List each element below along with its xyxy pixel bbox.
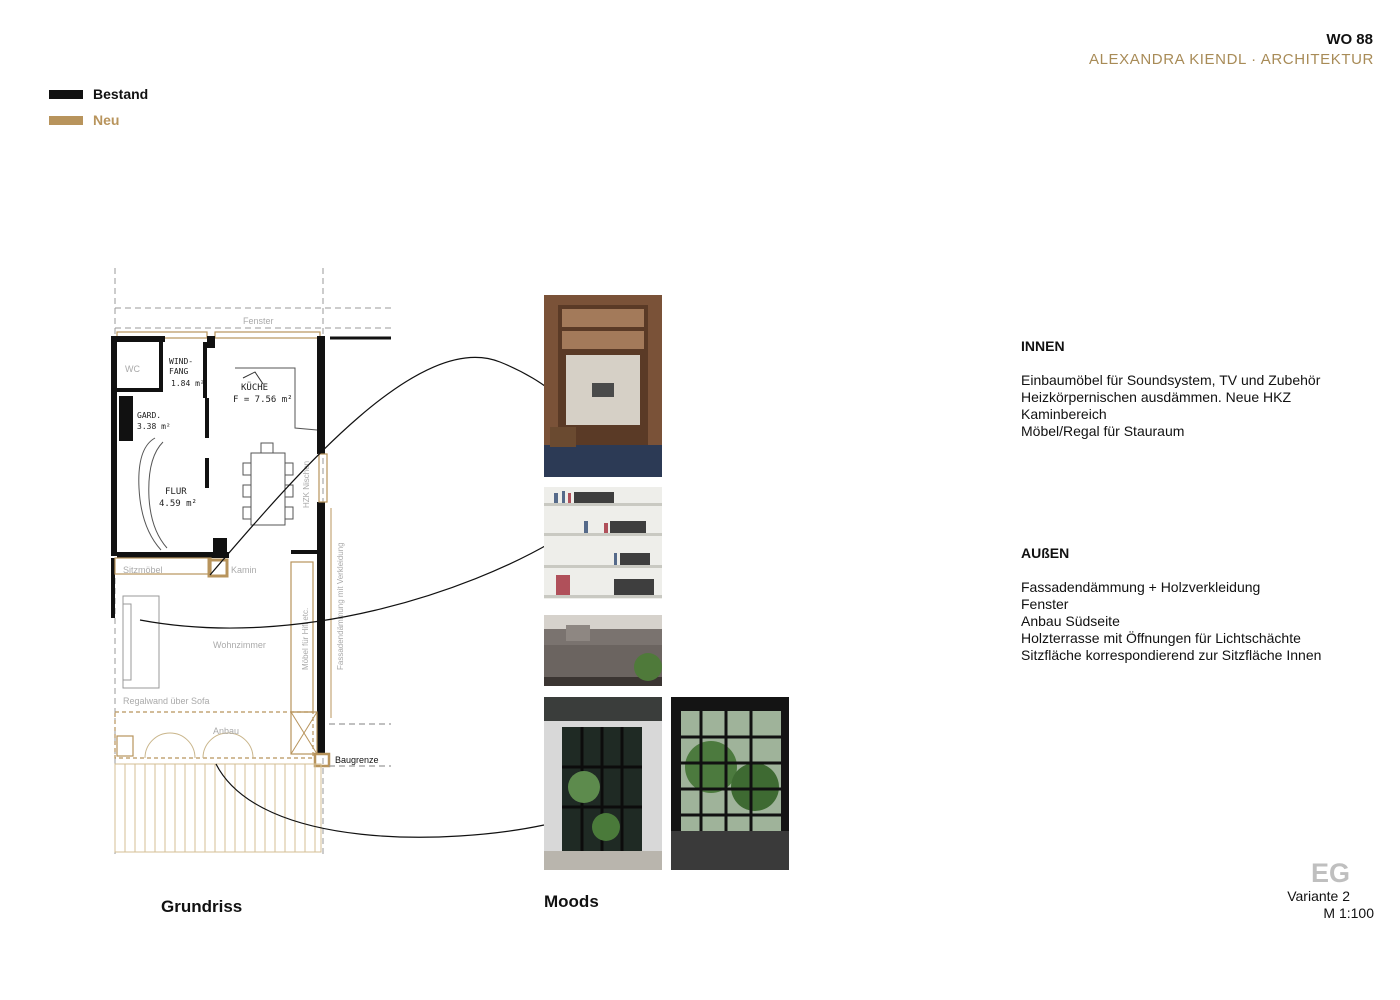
floor-code: EG bbox=[1310, 858, 1350, 888]
plan-label-garderobe: GARD. bbox=[137, 411, 162, 420]
aussen-item: Fenster bbox=[1021, 596, 1069, 612]
innen-list bbox=[1021, 372, 1320, 440]
mood-image-steel-window bbox=[671, 697, 789, 870]
plan-label-windfang-area: 1.84 m² bbox=[171, 379, 205, 388]
aussen-list bbox=[1021, 579, 1321, 664]
plan-label-regalwand: Regalwand über Sofa bbox=[123, 696, 210, 706]
plan-label-anbau: Anbau bbox=[213, 726, 240, 736]
plan-label-fassade: Fassadendämmung mit Verkleidung bbox=[336, 542, 345, 670]
plan-label-wc: WC bbox=[125, 364, 140, 374]
sofa-photo bbox=[544, 615, 662, 686]
plan-label-flur-area: 4.59 m² bbox=[159, 499, 197, 509]
innen-item: Möbel/Regal für Stauraum bbox=[1021, 423, 1185, 439]
variant-label: Variante 2 bbox=[1287, 888, 1350, 904]
mood-image-white-bookshelf bbox=[544, 487, 662, 599]
innen-title: INNEN bbox=[1021, 338, 1065, 354]
floor-plan bbox=[95, 258, 405, 858]
steel-window-photo bbox=[671, 697, 789, 870]
legend-label-neu: Neu bbox=[93, 112, 120, 128]
plan-label-garderobe-area: 3.38 m² bbox=[137, 422, 171, 431]
plan-label-kueche: KÜCHE bbox=[241, 383, 269, 393]
project-code: WO 88 bbox=[1326, 31, 1373, 48]
white-bookshelf-photo bbox=[544, 487, 662, 599]
plan-label-kueche-area: F = 7.56 m² bbox=[233, 395, 293, 405]
aussen-title: AUßEN bbox=[1021, 545, 1070, 561]
plan-label-moebel-hifi: Möbel für Hifi etc. bbox=[301, 607, 310, 670]
innen-item: Einbaumöbel für Soundsystem, TV und Zubehör bbox=[1021, 372, 1321, 388]
innen-item: Kaminbereich bbox=[1021, 406, 1107, 422]
mood-image-shelf-wall bbox=[544, 295, 662, 477]
innen-item: Heizkörpernischen ausdämmen. Neue HKZ bbox=[1021, 389, 1292, 405]
mood-image-sofa bbox=[544, 615, 662, 686]
plan-label-kamin: Kamin bbox=[231, 565, 257, 575]
aussen-item: Sitzfläche korrespondierend zur Sitzfläche Innen bbox=[1021, 647, 1322, 663]
plan-label-hzk: HZK Nischen bbox=[302, 460, 311, 508]
plan-label-fenster: Fenster bbox=[243, 316, 274, 326]
plan-label-flur: FLUR bbox=[165, 487, 187, 497]
legend-item-neu bbox=[49, 110, 119, 130]
shelf-wall-photo bbox=[544, 295, 662, 477]
grundriss-label: Grundriss bbox=[161, 897, 243, 916]
legend-item-bestand bbox=[49, 84, 148, 104]
aussen-item: Anbau Südseite bbox=[1021, 613, 1120, 629]
legend-swatch-neu bbox=[49, 116, 83, 125]
glass-extension-photo bbox=[544, 697, 662, 870]
aussen-item: Holzterrasse mit Öffnungen für Lichtschächte bbox=[1021, 630, 1301, 646]
plan-label-wohnzimmer: Wohnzimmer bbox=[213, 640, 266, 650]
plan-label-windfang: WIND- bbox=[169, 357, 194, 366]
mood-image-glass-extension bbox=[544, 697, 662, 870]
legend-swatch-bestand bbox=[49, 90, 83, 99]
moods-label: Moods bbox=[544, 892, 599, 911]
firm-name: ALEXANDRA KIENDL · ARCHITEKTUR bbox=[1088, 51, 1374, 68]
aussen-item: Fassadendämmung + Holzverkleidung bbox=[1021, 579, 1261, 595]
plan-label-baugrenze: Baugrenze bbox=[335, 755, 379, 765]
scale-label: M 1:100 bbox=[1323, 905, 1374, 921]
plan-label-sitzmoebel: Sitzmöbel bbox=[123, 565, 163, 575]
legend-label-bestand: Bestand bbox=[93, 86, 149, 102]
plan-label-windfang-2: FANG bbox=[169, 367, 189, 376]
